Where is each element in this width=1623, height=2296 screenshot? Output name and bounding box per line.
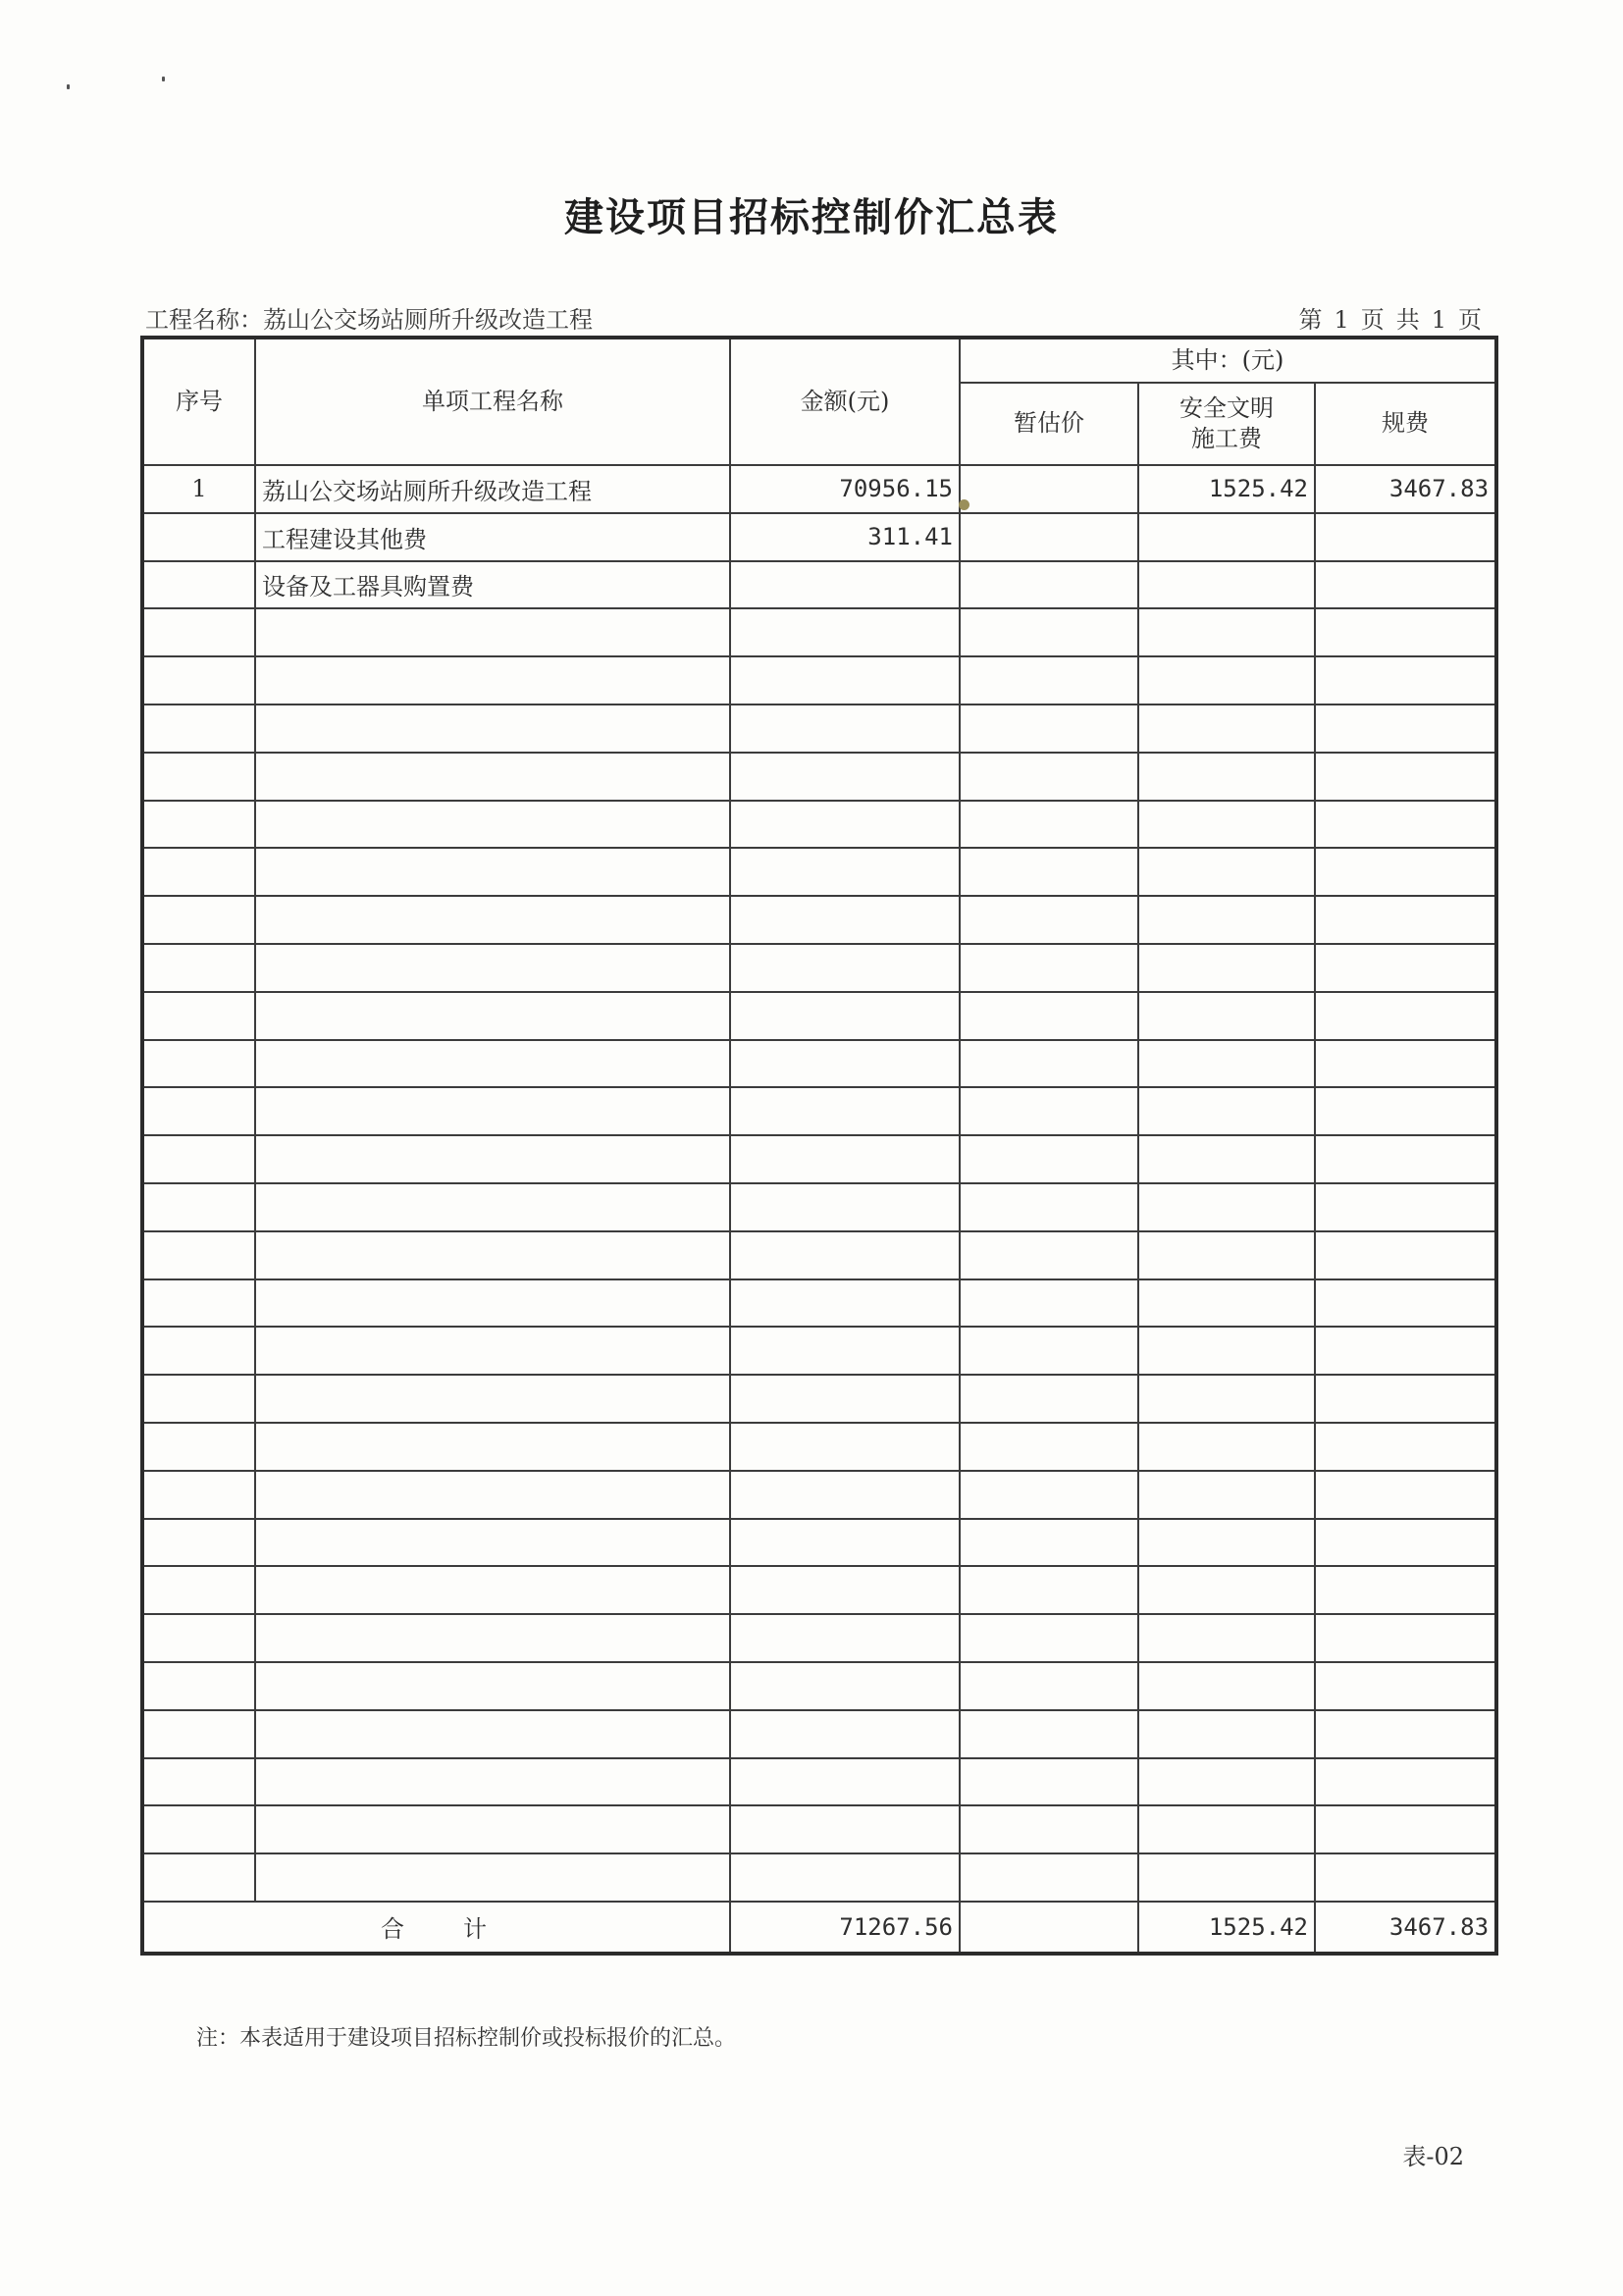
empty-cell [142,1279,255,1328]
empty-cell [1315,1471,1496,1519]
empty-cell [1315,1758,1496,1806]
empty-cell [1138,896,1315,944]
empty-cell [1138,704,1315,753]
table-row-empty [142,1566,1496,1614]
empty-cell [1315,1183,1496,1231]
document-title: 建设项目招标控制价汇总表 [564,195,1059,240]
empty-cell [142,1087,255,1135]
empty-cell [1315,801,1496,849]
empty-cell [255,1662,730,1710]
empty-cell [730,1471,960,1519]
table-row-empty [142,1183,1496,1231]
empty-cell [255,1231,730,1279]
empty-cell [255,1279,730,1328]
table-row-empty [142,896,1496,944]
empty-cell [730,992,960,1040]
empty-cell [255,704,730,753]
empty-cell [960,1566,1138,1614]
empty-cell [730,1566,960,1614]
empty-cell [960,1758,1138,1806]
table-row-empty [142,992,1496,1040]
empty-cell [1138,1566,1315,1614]
table-row-empty [142,1279,1496,1328]
empty-cell [730,1758,960,1806]
empty-cell [255,1375,730,1423]
table-row-empty [142,1375,1496,1423]
empty-cell [730,1087,960,1135]
empty-cell [1315,1135,1496,1183]
form-number: 表-02 [1402,2143,1464,2170]
table-row-empty [142,704,1496,753]
header-seq: 序号 [142,338,255,465]
table-row [142,513,1496,561]
empty-cell [255,1805,730,1853]
project-name: 工程名称：荔山公交场站厕所升级改造工程 [145,306,593,334]
empty-cell [960,944,1138,992]
empty-cell [1138,848,1315,896]
table-row-empty [142,1662,1496,1710]
empty-cell [1138,1519,1315,1567]
empty-cell [255,1183,730,1231]
total-amount: 71267.56 [730,1902,960,1954]
cell-provisional [960,561,1138,609]
empty-cell [1138,1853,1315,1902]
cell-safety: 1525.42 [1138,465,1315,513]
empty-cell [1138,753,1315,801]
empty-cell [142,1805,255,1853]
header-fees: 规费 [1315,383,1496,465]
empty-cell [1315,1327,1496,1375]
empty-cell [960,1183,1138,1231]
empty-cell [730,1853,960,1902]
table-row-empty [142,1710,1496,1758]
table-row-empty [142,1040,1496,1088]
empty-cell [142,1327,255,1375]
cell-name: 设备及工器具购置费 [255,561,730,609]
empty-cell [255,992,730,1040]
empty-cell [255,1853,730,1902]
empty-cell [960,1853,1138,1902]
table-row-empty [142,1135,1496,1183]
empty-cell [1315,1710,1496,1758]
empty-cell [1138,1423,1315,1471]
empty-cell [255,848,730,896]
table-row-empty [142,1471,1496,1519]
header-of-which: 其中：(元) [960,338,1496,383]
table-row-empty [142,753,1496,801]
empty-cell [960,1087,1138,1135]
empty-cell [960,1040,1138,1088]
empty-cell [1138,1183,1315,1231]
header-amount: 金额(元) [730,338,960,465]
empty-cell [960,801,1138,849]
cell-safety [1138,561,1315,609]
empty-cell [142,1519,255,1567]
empty-cell [1315,704,1496,753]
empty-cell [142,704,255,753]
empty-cell [255,1614,730,1662]
empty-cell [1138,944,1315,992]
table-row-empty [142,1519,1496,1567]
total-label: 合计 [142,1902,730,1954]
empty-cell [960,1662,1138,1710]
table-row-empty [142,1805,1496,1853]
cell-safety [1138,513,1315,561]
empty-cell [960,753,1138,801]
empty-cell [1138,1231,1315,1279]
table-row-empty [142,1758,1496,1806]
empty-cell [142,801,255,849]
empty-cell [960,1423,1138,1471]
total-safety: 1525.42 [1138,1902,1315,1954]
empty-cell [730,801,960,849]
empty-cell [1315,1279,1496,1328]
cell-provisional [960,465,1138,513]
cell-provisional [960,513,1138,561]
table-row-empty [142,1087,1496,1135]
empty-cell [1138,1040,1315,1088]
empty-cell [142,1710,255,1758]
empty-cell [730,1423,960,1471]
empty-cell [1315,848,1496,896]
empty-cell [1138,1087,1315,1135]
ink-dot [959,499,969,510]
empty-cell [1138,1471,1315,1519]
empty-cell [1138,1135,1315,1183]
cell-seq: 1 [142,465,255,513]
empty-cell [255,1471,730,1519]
empty-cell [1315,1231,1496,1279]
empty-cell [255,608,730,656]
empty-cell [960,896,1138,944]
empty-cell [960,1614,1138,1662]
empty-cell [960,704,1138,753]
empty-cell [255,1327,730,1375]
empty-cell [730,1183,960,1231]
empty-cell [960,1279,1138,1328]
empty-cell [142,1040,255,1088]
footnote: 注：本表适用于建设项目招标控制价或投标报价的汇总。 [196,2026,737,2051]
table-row-empty [142,656,1496,704]
cell-fees: 3467.83 [1315,465,1496,513]
empty-cell [1138,608,1315,656]
empty-cell [730,1519,960,1567]
table-row-empty [142,801,1496,849]
empty-cell [730,1231,960,1279]
empty-cell [1315,992,1496,1040]
empty-cell [1315,896,1496,944]
empty-cell [142,1375,255,1423]
table-row [142,561,1496,609]
empty-cell [1315,1614,1496,1662]
empty-cell [142,992,255,1040]
empty-cell [960,1471,1138,1519]
empty-cell [730,1327,960,1375]
table-row-empty [142,1327,1496,1375]
table-row-empty [142,1614,1496,1662]
header-safety: 安全文明 施工费 [1138,383,1315,465]
empty-cell [1315,656,1496,704]
empty-cell [730,1040,960,1088]
empty-cell [1138,1710,1315,1758]
empty-cell [1138,1375,1315,1423]
empty-cell [730,656,960,704]
empty-cell [1315,1423,1496,1471]
cell-fees [1315,513,1496,561]
empty-cell [142,1662,255,1710]
empty-cell [142,753,255,801]
empty-cell [730,1662,960,1710]
empty-cell [730,704,960,753]
empty-cell [1138,801,1315,849]
empty-cell [142,608,255,656]
empty-cell [255,1087,730,1135]
empty-cell [255,896,730,944]
empty-cell [1315,1519,1496,1567]
empty-cell [730,1710,960,1758]
cell-fees [1315,561,1496,609]
empty-cell [730,1279,960,1328]
empty-cell [255,753,730,801]
empty-cell [255,1519,730,1567]
table-row-empty [142,944,1496,992]
empty-cell [1138,1327,1315,1375]
empty-cell [960,1710,1138,1758]
empty-cell [142,1231,255,1279]
total-row [142,1902,1496,1954]
empty-cell [1315,1853,1496,1902]
empty-cell [142,896,255,944]
empty-cell [960,1135,1138,1183]
empty-cell [1138,656,1315,704]
empty-cell [730,848,960,896]
page-indicator: 第 1 页 共 1 页 [1298,306,1482,334]
empty-cell [255,944,730,992]
total-provisional [960,1902,1138,1954]
cell-amount: 311.41 [730,513,960,561]
empty-cell [142,848,255,896]
empty-cell [960,1375,1138,1423]
empty-cell [142,1183,255,1231]
empty-cell [1138,1279,1315,1328]
empty-cell [730,753,960,801]
empty-cell [960,1519,1138,1567]
cell-name: 荔山公交场站厕所升级改造工程 [255,465,730,513]
scan-speck [67,84,70,89]
header-provisional: 暂估价 [960,383,1138,465]
empty-cell [255,801,730,849]
cell-amount [730,561,960,609]
empty-cell [1315,1805,1496,1853]
table-row-empty [142,848,1496,896]
table-row-empty [142,1423,1496,1471]
empty-cell [142,1853,255,1902]
scan-speck [162,77,165,81]
empty-cell [730,608,960,656]
empty-cell [960,1327,1138,1375]
empty-cell [142,656,255,704]
empty-cell [730,1614,960,1662]
empty-cell [1138,1614,1315,1662]
total-fees: 3467.83 [1315,1902,1496,1954]
empty-cell [730,1375,960,1423]
cell-name: 工程建设其他费 [255,513,730,561]
table-body [142,465,1496,1902]
empty-cell [255,1758,730,1806]
empty-cell [730,896,960,944]
empty-cell [255,1423,730,1471]
table-row-empty [142,1231,1496,1279]
empty-cell [142,1471,255,1519]
empty-cell [730,1135,960,1183]
empty-cell [1138,1758,1315,1806]
table-row-empty [142,608,1496,656]
empty-cell [1315,1375,1496,1423]
empty-cell [1315,1566,1496,1614]
empty-cell [1315,1662,1496,1710]
table-row-empty [142,1853,1496,1902]
empty-cell [960,1805,1138,1853]
empty-cell [1315,1087,1496,1135]
summary-table [140,336,1498,1956]
empty-cell [142,1614,255,1662]
empty-cell [255,656,730,704]
empty-cell [960,608,1138,656]
empty-cell [255,1566,730,1614]
empty-cell [1138,992,1315,1040]
empty-cell [1138,1662,1315,1710]
empty-cell [142,944,255,992]
empty-cell [142,1758,255,1806]
empty-cell [960,1231,1138,1279]
cell-seq [142,513,255,561]
empty-cell [255,1710,730,1758]
empty-cell [730,944,960,992]
cell-amount: 70956.15 [730,465,960,513]
header-name: 单项工程名称 [255,338,730,465]
empty-cell [255,1040,730,1088]
empty-cell [1138,1805,1315,1853]
empty-cell [960,992,1138,1040]
empty-cell [1315,608,1496,656]
table-row [142,465,1496,513]
empty-cell [960,848,1138,896]
empty-cell [1315,753,1496,801]
empty-cell [255,1135,730,1183]
empty-cell [142,1135,255,1183]
empty-cell [142,1566,255,1614]
empty-cell [142,1423,255,1471]
empty-cell [960,656,1138,704]
empty-cell [730,1805,960,1853]
empty-cell [1315,1040,1496,1088]
cell-seq [142,561,255,609]
empty-cell [1315,944,1496,992]
